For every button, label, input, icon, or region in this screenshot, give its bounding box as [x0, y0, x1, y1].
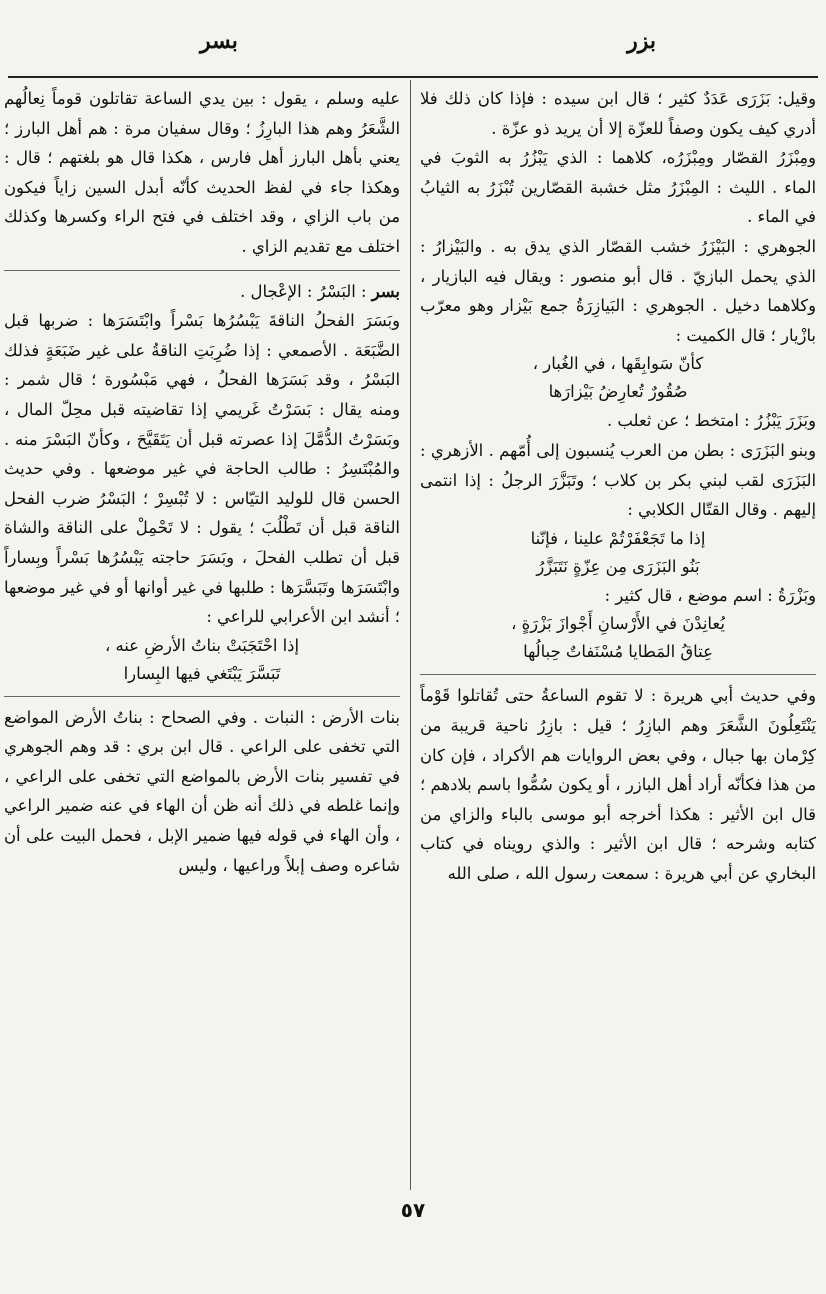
paragraph: عليه وسلم ، يقول : بين يدي الساعة تقاتلون قوماً نِعالُهم الشَّعَرُ وهم هذا البارِزُ ؛ وقال سفيان مرة : هم أهل البارز ؛ يعني بأهل البارز أهل فارس ، هكذا قال هو بلغتهم ؛ قال : وهكذا جاء في لفظ الحديث كأنّه أبدل السين زاياً فيكون من باب الزاي ، وقد اختلف في فتح الراء وكسرها وكذلك اختلف مع تقديم الزاي . — [4, 89, 400, 256]
verse-line: تَبَسَّرَ يَبْتَغي فيها البِسارا — [123, 663, 281, 683]
paragraph: بنات الأرض : النبات . وفي الصحاح : بناتُ الأرض المواضع التي تخفى على الراعي . قال ابن بري : قد وهم الجوهري في تفسير بنات الأرض بالمواضع التي تخفى على الراعي ، وإنما غلطه في ذلك أنه ظن أن الهاء في عنه ضمير الراعي ، وأن الهاء في قوله فيها ضمير الإبل ، فحمل البيت على أن شاعره وصف إبلاً وراعيها ، وليس — [4, 707, 400, 875]
paragraph: ومِبْزَرُ القصّار ومِبْزَرُه، كلاهما : الذي يَبْزُرُ به الثوبَ في الماء . الليث : المِبْزَرُ مثل خشبة القصّارين تُبْزَرُ به الثيابُ في الماء . — [420, 148, 816, 227]
page-header — [0, 28, 826, 68]
verse-line: إذا احْتَجَبَتْ بناتُ الأرضِ عنه ، — [104, 635, 300, 655]
paragraph: وفي حديث أبي هريرة : لا تقوم الساعةُ حتى تُقاتلوا قَوْماً يَنْتَعِلُونَ الشَّعَرَ وهم البازِرُ ؛ قيل : بازِرُ ناحية قريبة من كِرْمان بها جبال ، وفي بعض الروايات هم الأكراد ، فإن كان من هذا فكأنّه أراد أهل البازر ، أو يكون سُمُّوا باسم بلادهم ؛ قال ابن الأثير : هكذا أخرجه أبو موسى بالباء والزاي من كتابه وشرحه ؛ قال ابن الأثير : والذي رويناه في كتاب البخاري عن أبي هريرة : سمعت رسول الله ، صلى الله — [420, 686, 816, 883]
paragraph: الجوهري : البَيْزَرُ خشب القصّار الذي يدق به . والبَيْزارُ : الذي يحمل البازيّ . قال أبو منصور : ويقال فيه البازيار ، وكلاهما دخيل . الجوهري : البَيازِرَةُ جمع بَيْزار وهو معرّب بازْيار ؛ قال الكميت : — [420, 236, 816, 345]
paragraph: وبَسَرَ الفحلُ الناقةَ يَبْسُرُها بَسْراً وابْتَسَرَها : ضربها قبل الضَّبَعَة . الأصمعي : إذا ضُرِبَتِ الناقةُ على غير ضَبَعَةٍ فذلك البَسْرُ ، وقد بَسَرَها الفحلُ ، فهي مَبْسُورة ؛ قال شمر : ومنه يقال : بَسَرْتُ غَريمي إذا تقاضيته قبل محِلّ المال ، وبَسَرْتُ الدُّمَّلَ إذا عصرته قبل أن يَتَقَيَّحَ ، وكأنّ البَسْرَ منه . والمُبْتَسِرُ : طالب الحاجة في غير موضعها . وفي حديث الحسن قال للوليد التيّاس : لا تُبْسِرْ ؛ البَسْرُ ضرب الفحل الناقة قبل أن تَطْلُبَ ؛ يقول : لا تَحْمِلْ على الناقة والشاة قبل أن تطلب الفحلَ ، وبَسَرَ حاجته يَبْسُرُها بَسْراً وبِساراً وابْتَسَرَها وتَبَسَّرَها : طلبها في غير أوانها أو في غير موضعها ؛ أنشد ابن الأعرابي للراعي : — [4, 311, 400, 627]
header-right-word: بزر — [627, 28, 656, 54]
section-separator — [4, 270, 400, 271]
right-column — [420, 84, 816, 1194]
verse-line: إذا ما تَجَعْفَرْتُمْ علينا ، فإنّنا — [530, 528, 706, 548]
entry-headword: بسر — [371, 281, 400, 301]
verse-line: يُعانِدْنَ في الأَرْسانِ أَجْوازَ بَزْرَةٍ ، — [511, 614, 725, 634]
paragraph: وبَزْرَةُ : اسم موضع ، قال كثير : — [604, 585, 816, 605]
header-left-word: بسر — [200, 28, 238, 54]
section-separator — [420, 674, 816, 675]
column-divider — [410, 80, 411, 1190]
paragraph: وبنو البَزَرَى : بطن من العرب يُنسبون إلى أُمّهم . الأزهري : البَزَرَى لقب لبني بكر بن كلاب ؛ وتَبَزَّرَ الرجلُ : إذا انتمى إليهم . وقال القتّال الكلابي : — [420, 440, 816, 520]
left-column — [4, 84, 400, 1194]
verse-line: بَنُو البَزَرَى مِن عِزّةٍ نَتَبَزَّرُ — [536, 556, 700, 576]
page-number: ٥٧ — [400, 1198, 426, 1222]
verse-line: صُقُورٌ تُعارِضُ بَيْزارَها — [548, 382, 688, 402]
entry-definition: : البَسْرُ : الإعْجال . — [240, 281, 367, 301]
entry-paragraph — [4, 277, 400, 307]
paragraph: وبَزَرَ يَبْزُرُ : امتخط ؛ عن ثعلب . — [607, 411, 816, 431]
paragraph: وقيل: بَزَرَى عَدَدٌ كثير ؛ قال ابن سيده : فإذا كان ذلك فلا أدري كيف يكون وصفاً للعزّة إلا أن يريد ذو عزّة . — [420, 89, 816, 138]
verse-line: عِتاقُ المَطايا مُسْنَفاتٌ حِبالُها — [523, 642, 713, 662]
header-rule — [8, 76, 818, 78]
verse-line: كأنّ سَوابِقَها ، في الغُبار ، — [532, 354, 704, 374]
section-separator — [4, 696, 400, 697]
